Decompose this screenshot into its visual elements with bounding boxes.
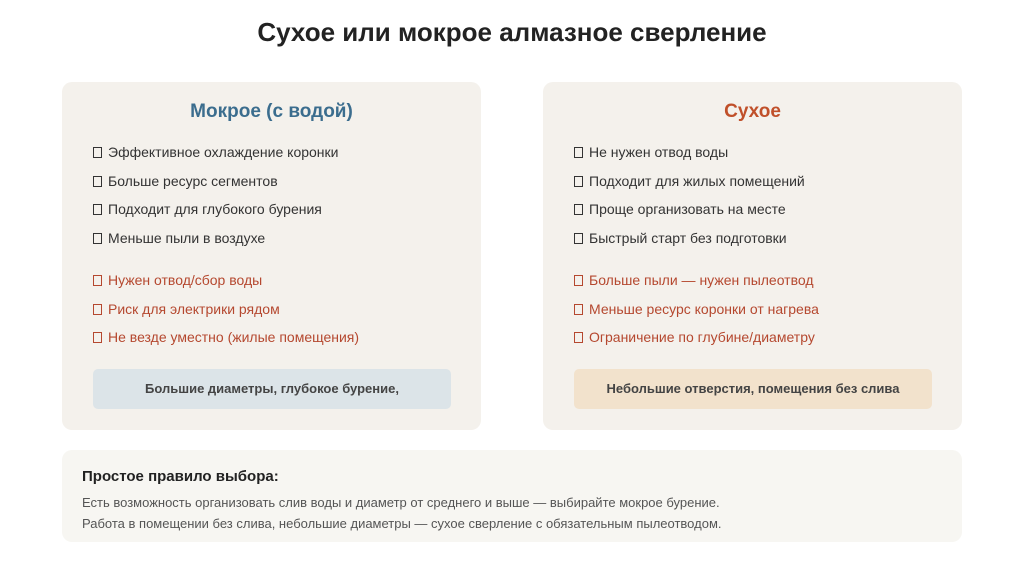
dry-cons-list [574, 266, 819, 352]
wet-con-item [93, 266, 359, 295]
checkbox-square-icon [93, 304, 102, 315]
checkbox-square-icon [574, 233, 583, 244]
dry-pro-text: Быстрый старт без подготовки [589, 230, 787, 247]
wet-con-text: Риск для электрики рядом [108, 300, 280, 317]
checkbox-square-icon [574, 304, 583, 315]
wet-pro-item [93, 138, 338, 167]
wet-con-item [93, 295, 359, 324]
rule-text-wet: Есть возможность организовать слив воды и диаметр от среднего и выше — выбирайте мокрое бурение. [82, 495, 720, 510]
wet-drilling-card [62, 82, 481, 430]
checkbox-square-icon [93, 147, 102, 158]
wet-pro-text: Больше ресурс сегментов [108, 172, 278, 189]
rule-text-dry: Работа в помещении без слива, небольшие диаметры — сухое сверление с обязательным пылеотводом. [82, 516, 722, 531]
dry-pro-item [574, 224, 805, 253]
checkbox-square-icon [93, 204, 102, 215]
checkbox-square-icon [574, 332, 583, 343]
wet-summary-badge: Большие диаметры, глубокое бурение, [93, 369, 451, 409]
wet-pros-list [93, 138, 338, 253]
wet-card-title: Мокрое (с водой) [190, 101, 353, 122]
dry-pro-text: Не нужен отвод воды [589, 144, 729, 160]
dry-con-text: Ограничение по глубине/диаметру [589, 329, 815, 346]
checkbox-square-icon [93, 233, 102, 244]
wet-pro-item [93, 167, 338, 196]
rule-title: Простое правило выбора: [82, 468, 279, 485]
checkbox-square-icon [574, 147, 583, 158]
checkbox-square-icon [574, 176, 583, 187]
page-title: Сухое или мокрое алмазное сверление [257, 17, 767, 47]
checkbox-square-icon [574, 204, 583, 215]
dry-pro-text: Проще организовать на месте [589, 201, 786, 218]
dry-con-text: Больше пыли — нужен пылеотвод [589, 272, 814, 288]
dry-con-text: Меньше ресурс коронки от нагрева [589, 300, 819, 317]
wet-pro-item [93, 224, 338, 253]
checkbox-square-icon [93, 275, 102, 286]
dry-pros-list [574, 138, 805, 253]
dry-drilling-card [543, 82, 962, 430]
selection-rule-panel [62, 450, 962, 542]
dry-summary-badge: Небольшие отверстия, помещения без слива [574, 369, 932, 409]
wet-pro-item [93, 195, 338, 224]
checkbox-square-icon [93, 332, 102, 343]
dry-pro-text: Подходит для жилых помещений [589, 172, 805, 189]
dry-card-title: Сухое [724, 101, 781, 122]
dry-pro-item [574, 138, 805, 167]
dry-con-item [574, 266, 819, 295]
checkbox-square-icon [93, 176, 102, 187]
dry-pro-item [574, 195, 805, 224]
wet-cons-list [93, 266, 359, 352]
wet-pro-text: Подходит для глубокого бурения [108, 201, 322, 218]
wet-pro-text: Эффективное охлаждение коронки [108, 144, 339, 160]
checkbox-square-icon [574, 275, 583, 286]
dry-pro-item [574, 167, 805, 196]
wet-pro-text: Меньше пыли в воздухе [108, 230, 266, 247]
wet-con-item [93, 323, 359, 352]
dry-con-item [574, 295, 819, 324]
wet-con-text: Нужен отвод/сбор воды [108, 272, 263, 288]
dry-con-item [574, 323, 819, 352]
wet-con-text: Не везде уместно (жилые помещения) [108, 329, 360, 346]
